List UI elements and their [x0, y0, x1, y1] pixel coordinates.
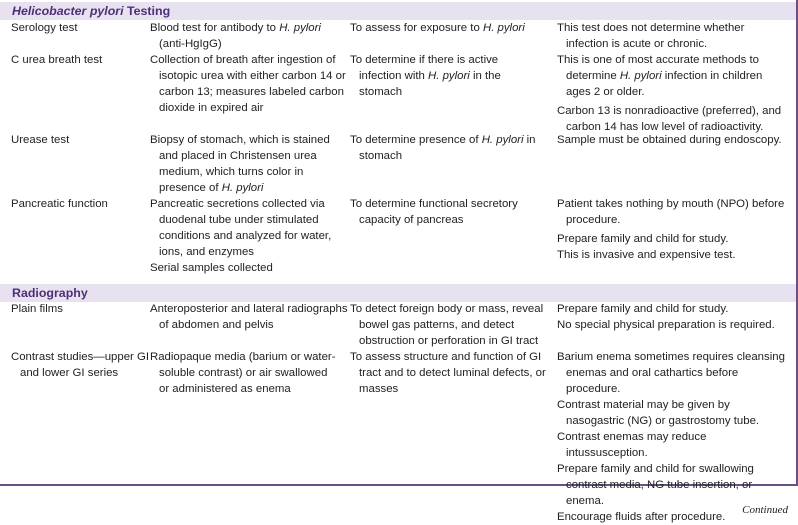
description-line: Pancreatic secretions collected via duodenal tube under stimulated conditions and analyzed for water, ions, and enzymes	[150, 198, 332, 258]
nursing-notes	[557, 52, 789, 135]
note: Carbon 13 is nonradioactive (preferred), and carbon 14 has low level of radioactivity.	[557, 105, 782, 133]
nursing-notes	[557, 349, 789, 525]
description: Radiopaque media (barium or water-soluble contrast) or air swallowed or administered as enema	[150, 351, 336, 395]
description: Biopsy of stomach, which is stained and placed in Christensen urea medium, which turns color in presence of H. pylori	[150, 134, 330, 194]
purpose: To determine presence of H. pylori in stomach	[350, 134, 536, 162]
description: Anteroposterior and lateral radiographs of abdomen and pelvis	[150, 303, 348, 331]
test-name: Pancreatic function	[11, 198, 108, 210]
section-header-radiography	[0, 284, 796, 302]
continued-label: Continued	[742, 504, 788, 516]
description: Collection of breath after ingestion of isotopic urea with either carbon 14 or carbon 13; measures labeled carbon dioxide in expired air	[150, 54, 346, 114]
test-name: Serology test	[11, 22, 78, 34]
note: Prepare family and child for study.	[557, 233, 729, 245]
nursing-notes	[557, 196, 789, 263]
note: This is invasive and expensive test.	[557, 249, 736, 261]
description-line: Serial samples collected	[150, 262, 273, 274]
note: Sample must be obtained during endoscopy.	[557, 134, 782, 146]
test-name: Plain films	[11, 303, 63, 315]
note: Patient takes nothing by mouth (NPO) before procedure.	[557, 198, 785, 226]
test-name: Contrast studies—upper GI and lower GI series	[11, 351, 150, 379]
note: Contrast enemas may reduce intussusception.	[557, 431, 707, 459]
note: Prepare family and child for swallowing contrast media, NG tube insertion, or enema.	[557, 463, 754, 507]
test-name: C urea breath test	[11, 54, 103, 66]
purpose: To assess structure and function of GI tract and to detect luminal defects, or masses	[350, 351, 546, 395]
purpose: To detect foreign body or mass, reveal bowel gas patterns, and detect obstruction or perforation in GI tract	[350, 303, 544, 347]
purpose: To assess for exposure to H. pylori	[350, 22, 525, 34]
note: Contrast material may be given by nasogastric (NG) or gastrostomy tube.	[557, 399, 760, 427]
test-name: Urease test	[11, 134, 70, 146]
section-title-hp: Helicobacter pylori Testing	[12, 4, 171, 18]
purpose: To determine functional secretory capacity of pancreas	[350, 198, 518, 226]
section-title-radiography: Radiography	[12, 286, 88, 300]
nursing-notes	[557, 20, 789, 52]
purpose: To determine if there is active infection with H. pylori in the stomach	[350, 54, 501, 98]
nursing-notes	[557, 301, 789, 333]
note: Prepare family and child for study.	[557, 303, 729, 315]
section-header-hp	[0, 2, 796, 20]
note: No special physical preparation is required.	[557, 319, 775, 331]
note: This test does not determine whether infection is acute or chronic.	[557, 22, 745, 50]
note: Barium enema sometimes requires cleansing enemas and oral cathartics before procedure.	[557, 351, 785, 395]
note: This is one of most accurate methods to determine H. pylori infection in children ages 2 or older.	[557, 54, 763, 98]
nursing-notes	[557, 132, 789, 148]
note: Encourage fluids after procedure.	[557, 511, 726, 523]
description	[150, 196, 340, 276]
description: Blood test for antibody to H. pylori (anti-HgIgG)	[150, 22, 321, 50]
